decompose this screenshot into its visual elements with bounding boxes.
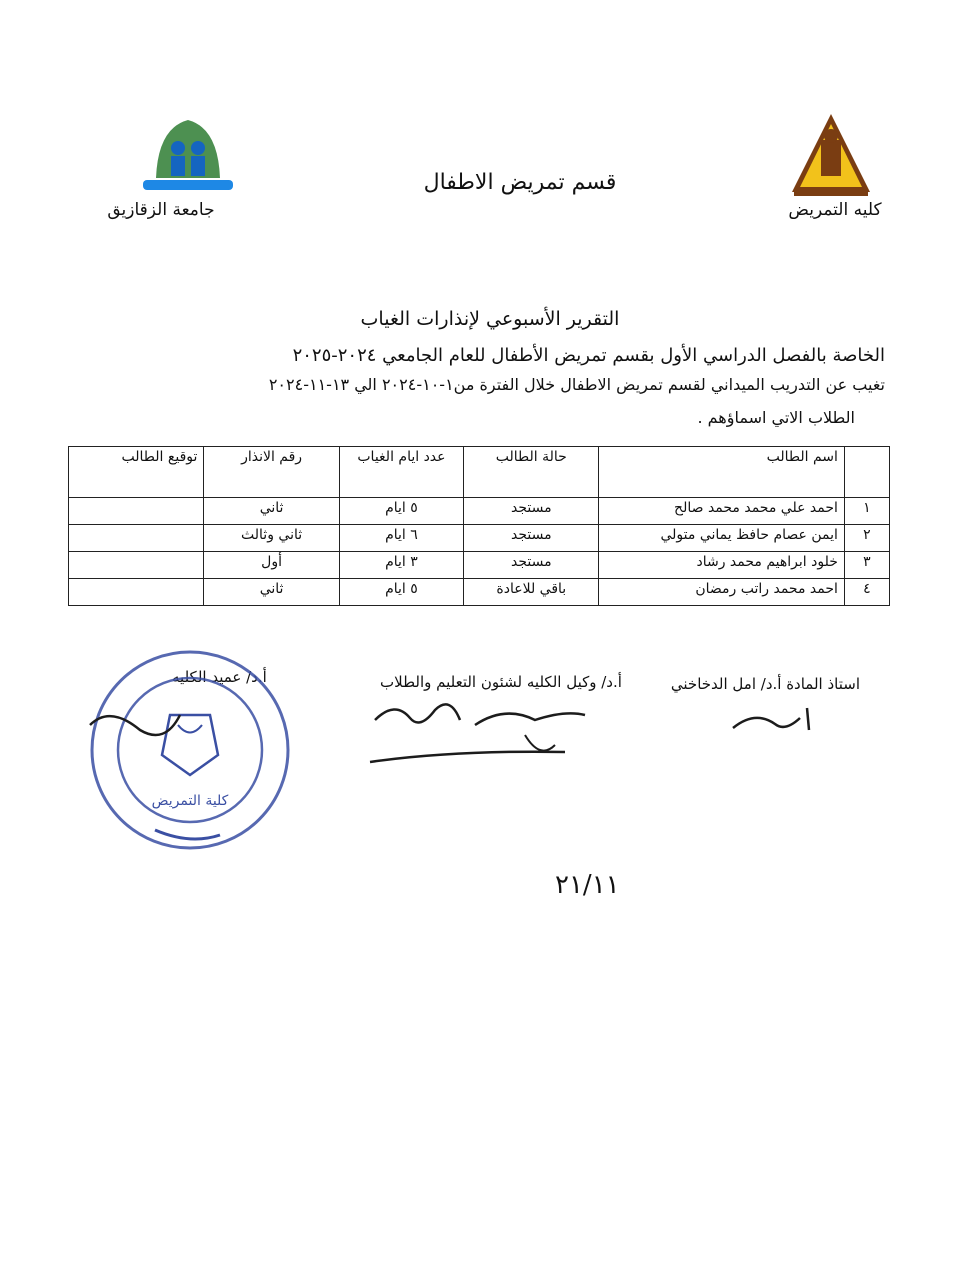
university-name: جامعة الزقازيق [107,200,215,220]
table-row [69,579,890,606]
vice-dean-label: أ.د/ وكيل الكليه لشئون التعليم والطلاب [380,673,622,691]
col-notice-number: رقم الانذار [204,447,339,498]
col-number [844,447,889,498]
professor-signature [725,700,835,740]
row-number: ١ [844,498,889,525]
student-status: مستجد [464,552,599,579]
notice-number: ثاني [204,579,339,606]
student-status: باقي للاعادة [464,579,599,606]
col-absence-days: عدد ايام الغياب [339,447,463,498]
department-logo [138,108,238,198]
subject-professor-label: استاذ المادة أ.د/ امل الدخاخني [670,675,860,693]
report-title: التقرير الأسبوعي لإنذارات الغياب [360,308,620,330]
dean-label: أ.د/ عميد الكليه [172,668,267,686]
absence-days: ٦ ايام [339,525,463,552]
student-name: خلود ابراهيم محمد رشاد [599,552,844,579]
student-name: احمد علي محمد محمد صالح [599,498,844,525]
student-name: ايمن عصام حافظ يماني متولي [599,525,844,552]
student-status: مستجد [464,525,599,552]
student-signature [69,525,204,552]
col-student-signature: توقيع الطالب [69,447,204,498]
absence-days: ٥ ايام [339,498,463,525]
absence-table [68,446,890,606]
student-name: احمد محمد راتب رمضان [599,579,844,606]
faculty-logo [788,112,874,200]
notice-number: ثاني وثالث [204,525,339,552]
report-period-line: تغيب عن التدريب الميداني لقسم تمريض الاطفال خلال الفترة من١-١٠-٢٠٢٤ الي ١٣-١١-٢٠٢٤ [268,375,885,394]
table-row [69,498,890,525]
student-signature [69,552,204,579]
student-signature [69,498,204,525]
report-intro-line: الخاصة بالفصل الدراسي الأول بقسم تمريض الأطفال للعام الجامعي ٢٠٢٤-٢٠٢٥ [292,345,885,366]
notice-number: أول [204,552,339,579]
faculty-stamp [70,645,310,865]
table-row [69,525,890,552]
col-student-status: حالة الطالب [464,447,599,498]
table-row [69,552,890,579]
row-number: ٤ [844,579,889,606]
notice-number: ثاني [204,498,339,525]
handwritten-date: ٢١/١١ [555,870,620,900]
table-header-row [69,447,890,498]
report-students-line: الطلاب الاتي اسماؤهم . [697,408,855,427]
absence-days: ٥ ايام [339,579,463,606]
department-title: قسم تمريض الاطفال [423,170,617,195]
faculty-name: كليه التمريض [788,200,882,220]
row-number: ٣ [844,552,889,579]
student-signature [69,579,204,606]
stamp-text: كلية التمريض [151,793,229,809]
absence-days: ٣ ايام [339,552,463,579]
col-student-name: اسم الطالب [599,447,844,498]
vice-dean-signature [365,690,605,780]
student-status: مستجد [464,498,599,525]
row-number: ٢ [844,525,889,552]
